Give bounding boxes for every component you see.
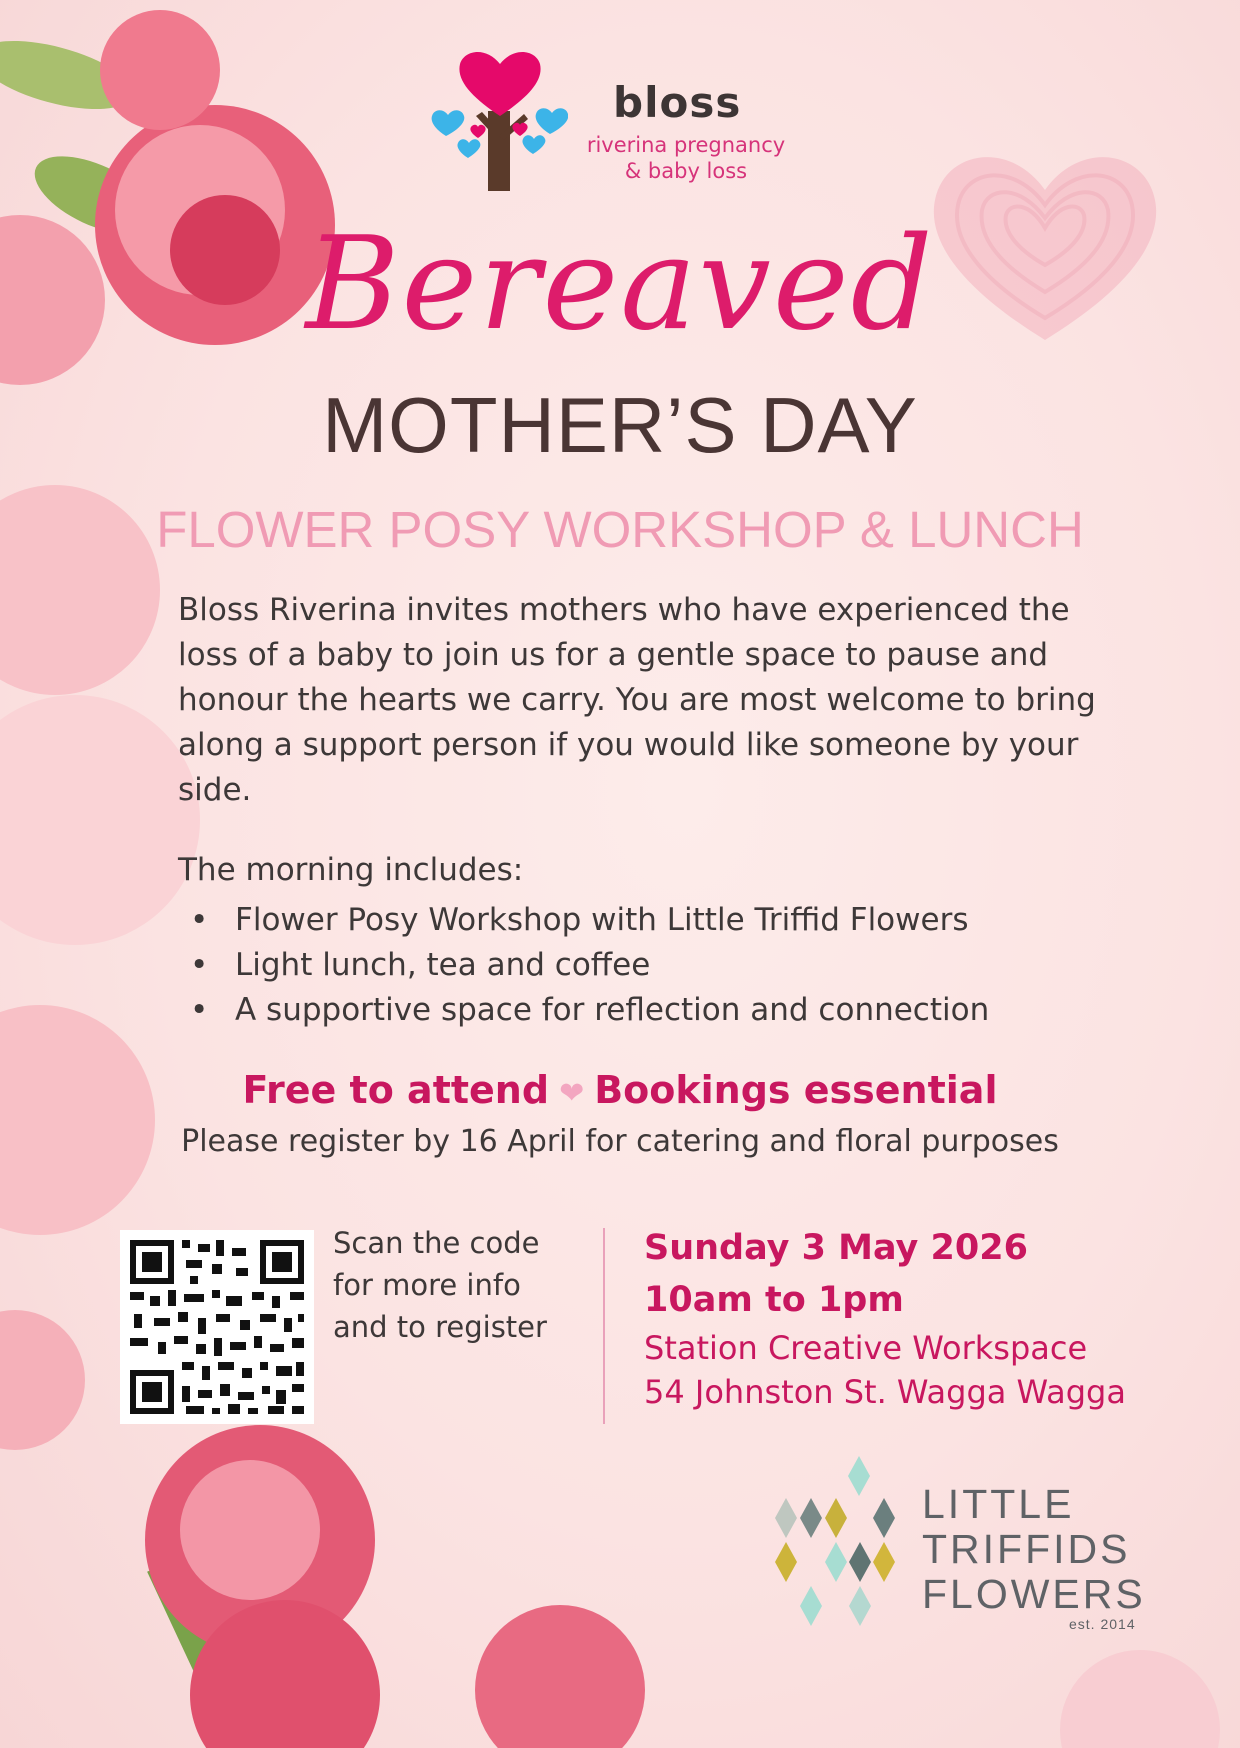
bookings-essential: Bookings essential bbox=[594, 1068, 998, 1112]
qr-instructions-line-1: Scan the code bbox=[333, 1226, 540, 1260]
heart-icon: ❤ bbox=[559, 1076, 585, 1111]
register-note: Please register by 16 April for catering and floral purposes bbox=[181, 1124, 1059, 1159]
bloss-logo bbox=[428, 46, 818, 196]
bloss-tagline bbox=[576, 132, 796, 184]
event-venue: Station Creative Workspace bbox=[644, 1329, 1088, 1367]
booking-line bbox=[0, 1068, 1240, 1112]
event-address: 54 Johnston St. Wagga Wagga bbox=[644, 1373, 1126, 1411]
includes-list bbox=[190, 898, 989, 1033]
intro-paragraph: Bloss Riverina invites mothers who have experienced the loss of a baby to join us for a gentle space to pause and honour the hearts we carry. You are most welcome to bring along a support person if you would like someone by your side. bbox=[178, 592, 1096, 808]
list-item: • Light lunch, tea and coffee bbox=[190, 943, 989, 988]
wordmark-line-1: LITTLE bbox=[922, 1481, 1075, 1527]
event-time: 10am to 1pm bbox=[644, 1280, 904, 1320]
qr-instructions-line-2: for more info bbox=[333, 1268, 521, 1302]
bloss-tagline-line-2: & baby loss bbox=[624, 159, 748, 183]
heart-tree-icon bbox=[428, 46, 568, 196]
event-details bbox=[644, 1222, 1126, 1414]
list-item: • Flower Posy Workshop with Little Triffid Flowers bbox=[190, 898, 989, 943]
qr-instructions-line-3: and to register bbox=[333, 1310, 547, 1344]
established-year: est. 2014 bbox=[1069, 1616, 1136, 1632]
vertical-divider bbox=[603, 1228, 605, 1424]
wordmark-line-2: TRIFFIDS bbox=[922, 1526, 1131, 1572]
qr-instructions bbox=[333, 1222, 547, 1348]
workshop-subheading: FLOWER POSY WORKSHOP & LUNCH bbox=[156, 501, 1084, 558]
title-script-bereaved: Bereaved bbox=[305, 210, 935, 359]
event-date: Sunday 3 May 2026 bbox=[644, 1228, 1028, 1268]
bloss-wordmark: bloss bbox=[613, 78, 742, 127]
title-mothers-day: MOTHER’S DAY bbox=[322, 381, 918, 469]
qr-code[interactable] bbox=[120, 1230, 314, 1424]
bloss-tagline-line-1: riverina pregnancy bbox=[586, 133, 786, 157]
little-triffids-wordmark bbox=[922, 1482, 1146, 1617]
little-triffids-logo bbox=[774, 1456, 1154, 1640]
list-item: • A supportive space for reflection and connection bbox=[190, 988, 989, 1033]
qr-code-pattern bbox=[120, 1230, 314, 1424]
wordmark-line-3: FLOWERS bbox=[922, 1571, 1146, 1617]
includes-heading: The morning includes: bbox=[178, 852, 524, 888]
free-to-attend: Free to attend bbox=[242, 1068, 550, 1112]
diamond-pattern-icon bbox=[774, 1456, 914, 1640]
